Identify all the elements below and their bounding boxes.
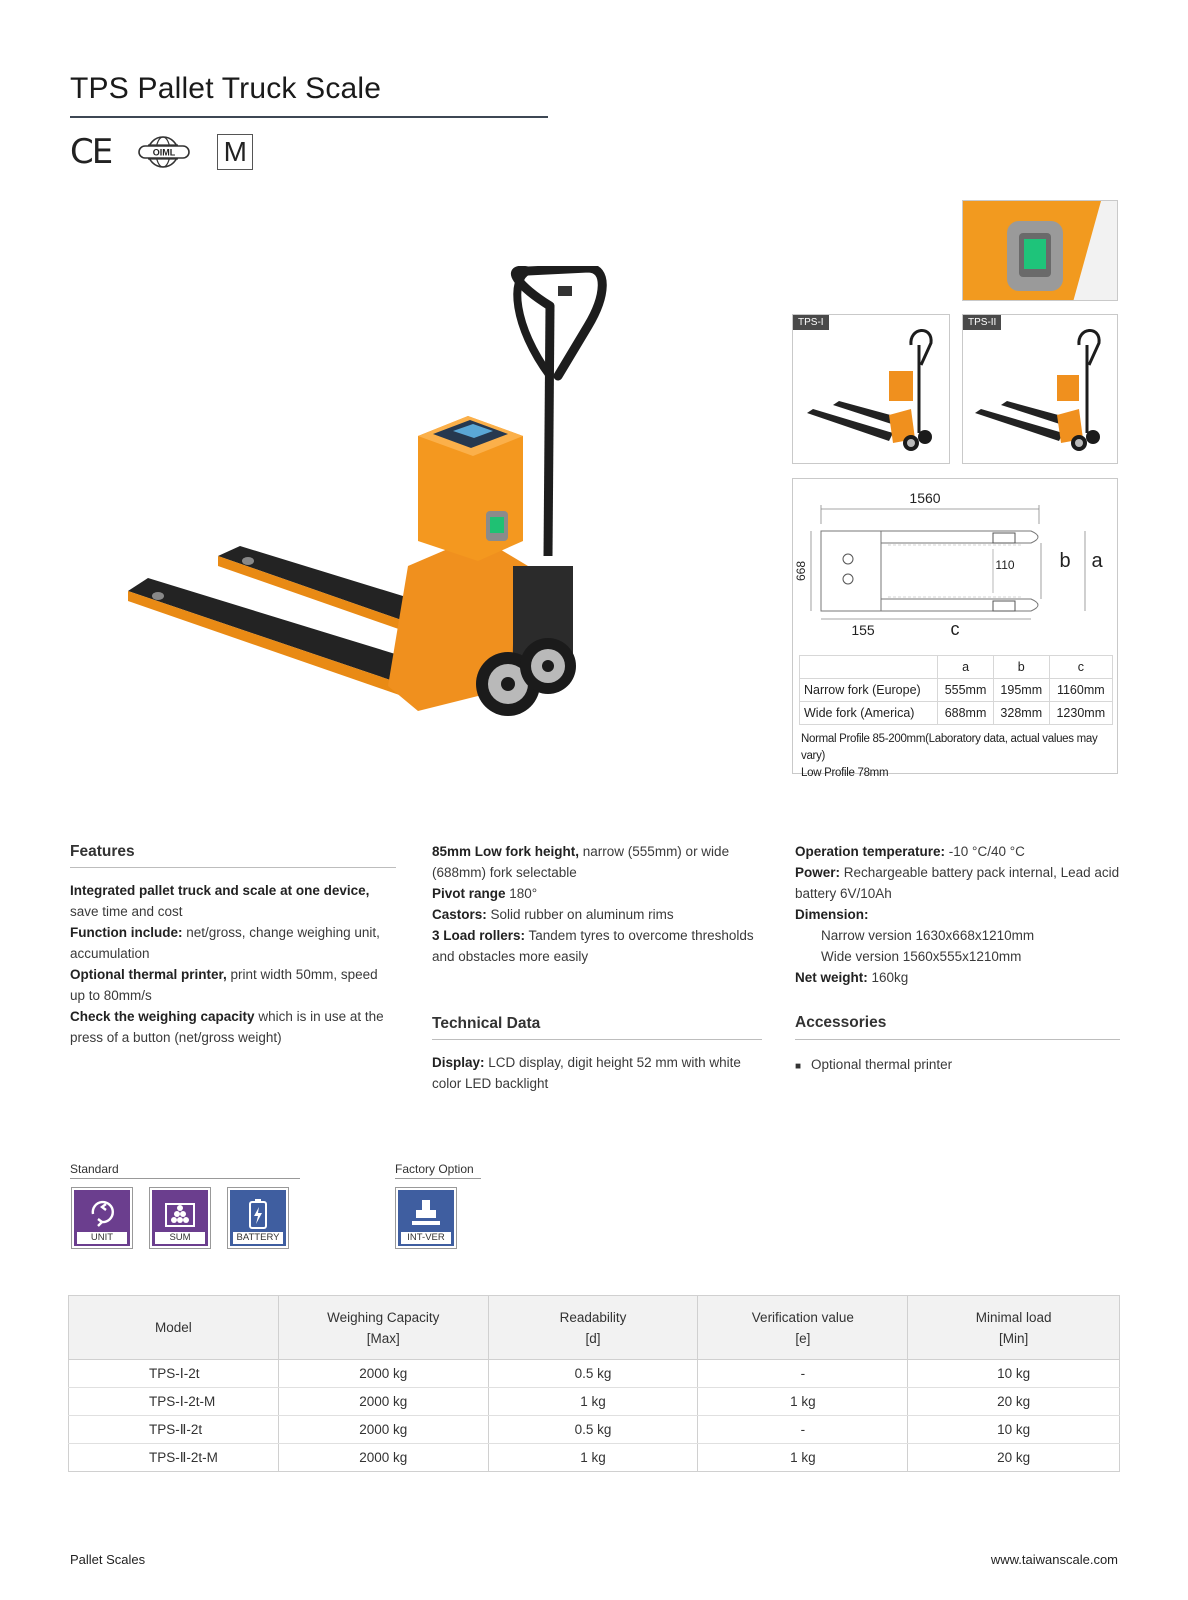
- features-list: [70, 880, 396, 1048]
- table-cell: TPS-Ⅰ-2t: [69, 1360, 279, 1388]
- table-cell: 2000 kg: [278, 1388, 488, 1416]
- dim-cell: Narrow fork (Europe): [800, 679, 938, 702]
- dim-cell: 688mm: [938, 702, 994, 725]
- dim-table-header: a: [938, 656, 994, 679]
- dim-cell: 555mm: [938, 679, 994, 702]
- table-cell: 1 kg: [488, 1444, 698, 1472]
- table-cell: 2000 kg: [278, 1416, 488, 1444]
- accessories-list: [795, 1054, 1120, 1077]
- dim-offset-label: 155: [851, 622, 875, 638]
- spec-item: Castors: Solid rubber on aluminum rims: [432, 907, 674, 922]
- bullet-icon: ■: [795, 1061, 802, 1072]
- table-cell: 0.5 kg: [488, 1416, 698, 1444]
- table-cell: 20 kg: [908, 1388, 1120, 1416]
- dimension-diagram-panel: [792, 478, 1118, 779]
- spec-item: 3 Load rollers: Tandem tyres to overcome thresholds and obstacles more easily: [432, 928, 754, 964]
- table-cell: 1 kg: [698, 1388, 908, 1416]
- table-cell: TPS-Ⅱ-2t: [69, 1416, 279, 1444]
- specs-middle-list: [432, 841, 762, 967]
- table-header: Weighing Capacity [Max]: [278, 1296, 488, 1360]
- table-row: [69, 1444, 1120, 1472]
- accessories-divider: [795, 1039, 1120, 1040]
- accessory-item: ■ Optional thermal printer: [795, 1057, 953, 1072]
- sum-icon: [152, 1190, 208, 1234]
- feature-item: Optional thermal printer, print width 50mm, speed up to 80mm/s: [70, 967, 378, 1003]
- dim-table-header: c: [1049, 656, 1112, 679]
- dim-cell: 1160mm: [1049, 679, 1112, 702]
- table-header: Readability [d]: [488, 1296, 698, 1360]
- spec-item: Net weight: 160kg: [795, 970, 909, 985]
- dim-table-header: [800, 656, 938, 679]
- tps2-tag: TPS-II: [963, 315, 1001, 330]
- spec-item: Wide version 1560x555x1210mm: [821, 949, 1022, 964]
- footer-website-link[interactable]: www.taiwanscale.com: [990, 1552, 1118, 1567]
- dim-table-header: b: [993, 656, 1049, 679]
- dim-inner-label: 110: [995, 558, 1015, 572]
- table-cell: TPS-Ⅰ-2t-M: [69, 1388, 279, 1416]
- dim-b-label: b: [1059, 550, 1071, 572]
- footer-category: Pallet Scales: [70, 1552, 146, 1567]
- table-header: Verification value [e]: [698, 1296, 908, 1360]
- feature-item: Integrated pallet truck and scale at one device, save time and cost: [70, 883, 370, 919]
- feature-item: Check the weighing capacity which is in use at the press of a button (net/gross weight): [70, 1009, 384, 1045]
- dim-cell: Wide fork (America): [800, 702, 938, 725]
- standard-divider: [70, 1178, 300, 1179]
- fork-dimension-drawing: [793, 479, 1119, 649]
- spec-item: Power: Rechargeable battery pack internal, Lead acid battery 6V/10Ah: [795, 865, 1120, 901]
- unit-icon: [74, 1190, 130, 1234]
- features-divider: [70, 867, 396, 868]
- table-cell: 0.5 kg: [488, 1360, 698, 1388]
- spec-item: 85mm Low fork height, narrow (555mm) or wide (688mm) fork selectable: [432, 844, 730, 880]
- dim-table-row: [800, 702, 1113, 725]
- profile-note-line: Normal Profile 85-200mm(Laboratory data, actual values may vary): [801, 733, 1098, 762]
- ce-mark: CE: [70, 132, 112, 172]
- oiml-text: OIML: [152, 147, 176, 158]
- table-cell: 1 kg: [488, 1388, 698, 1416]
- fork-dimension-table: [799, 655, 1113, 725]
- factory-option-label: Factory Option: [395, 1162, 474, 1176]
- spec-item: Operation temperature: -10 °C/40 °C: [795, 844, 1025, 859]
- dim-length-label: 1560: [909, 490, 941, 506]
- oiml-logo: [137, 134, 191, 170]
- feature-item: Function include: net/gross, change weighing unit, accumulation: [70, 925, 380, 961]
- int-ver-badge: [396, 1188, 456, 1248]
- table-row: [69, 1360, 1120, 1388]
- dim-c-label: c: [950, 619, 960, 639]
- profile-note-line: Low Profile 78mm: [801, 767, 889, 779]
- table-row: [69, 1416, 1120, 1444]
- standard-label: Standard: [70, 1162, 119, 1176]
- accessories-heading: Accessories: [795, 1014, 887, 1031]
- table-cell: 2000 kg: [278, 1360, 488, 1388]
- int-ver-icon: [398, 1190, 454, 1234]
- dim-width-label: 668: [794, 560, 808, 582]
- technical-data-divider: [432, 1039, 762, 1040]
- certification-marks: [70, 132, 253, 172]
- table-cell: 10 kg: [908, 1360, 1120, 1388]
- sum-badge-label: SUM: [155, 1232, 205, 1244]
- dim-cell: 195mm: [993, 679, 1049, 702]
- technical-data-heading: Technical Data: [432, 1015, 541, 1032]
- factory-option-divider: [395, 1178, 481, 1179]
- spec-item: Pivot range 180°: [432, 886, 538, 901]
- title-divider: [70, 116, 548, 118]
- table-cell: 1 kg: [698, 1444, 908, 1472]
- dim-table-row: [800, 679, 1113, 702]
- tps1-tag: TPS-I: [793, 315, 829, 330]
- page-title: TPS Pallet Truck Scale: [70, 72, 382, 105]
- unit-badge: [72, 1188, 132, 1248]
- int-ver-badge-label: INT-VER: [401, 1232, 451, 1244]
- table-header: Minimal load [Min]: [908, 1296, 1120, 1360]
- battery-badge: [228, 1188, 288, 1248]
- battery-icon: [230, 1190, 286, 1234]
- table-header: Model: [69, 1296, 279, 1360]
- unit-badge-label: UNIT: [77, 1232, 127, 1244]
- specs-right-list: [795, 841, 1120, 988]
- table-row: [69, 1388, 1120, 1416]
- technical-data-text: Display: LCD display, digit height 52 mm with white color LED backlight: [432, 1055, 741, 1091]
- table-header-row: [69, 1296, 1120, 1360]
- sum-badge: [150, 1188, 210, 1248]
- indicator-closeup-image: [962, 200, 1118, 301]
- features-heading: Features: [70, 843, 135, 860]
- profile-note: [801, 731, 1117, 782]
- battery-badge-label: BATTERY: [233, 1232, 283, 1244]
- spec-item: Dimension:: [795, 907, 869, 922]
- table-cell: TPS-Ⅱ-2t-M: [69, 1444, 279, 1472]
- tps1-thumbnail: [792, 314, 950, 464]
- tps2-thumbnail: [962, 314, 1118, 464]
- table-cell: 10 kg: [908, 1416, 1120, 1444]
- m-metrology-mark: M: [217, 134, 253, 170]
- model-specification-table: [68, 1295, 1120, 1472]
- spec-item: Narrow version 1630x668x1210mm: [821, 928, 1035, 943]
- table-cell: -: [698, 1360, 908, 1388]
- dim-cell: 1230mm: [1049, 702, 1112, 725]
- dim-cell: 328mm: [993, 702, 1049, 725]
- table-cell: 20 kg: [908, 1444, 1120, 1472]
- pallet-truck-scale-image: [118, 266, 618, 746]
- table-cell: -: [698, 1416, 908, 1444]
- dim-a-label: a: [1091, 550, 1103, 572]
- table-cell: 2000 kg: [278, 1444, 488, 1472]
